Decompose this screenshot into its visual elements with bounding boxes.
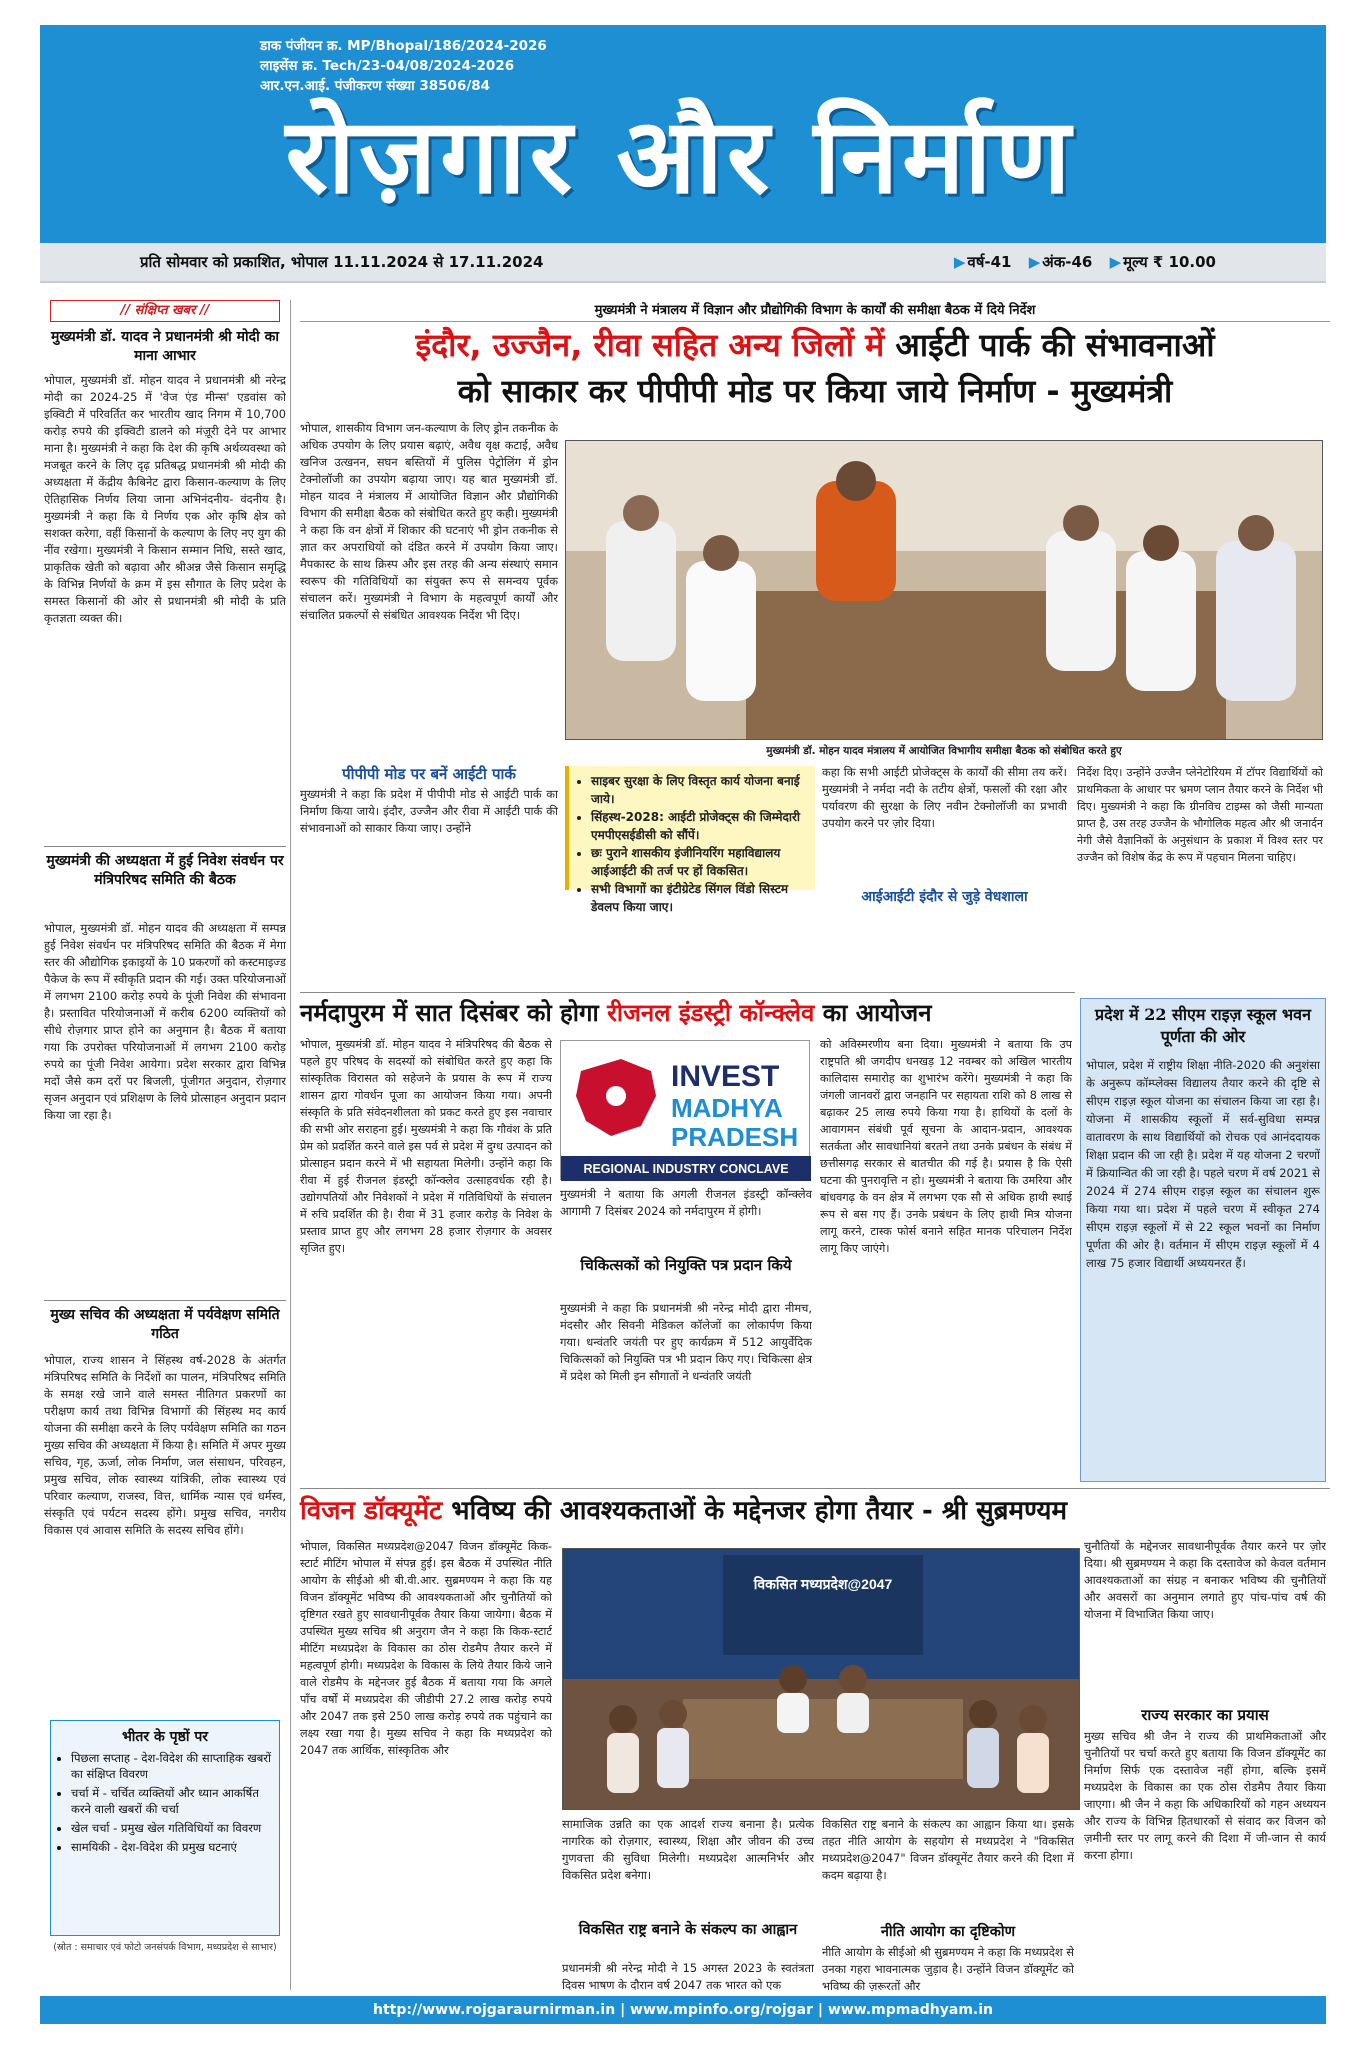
narmada-subhead-doctors: चिकित्सकों को नियुक्ति पत्र प्रदान किये xyxy=(580,1256,792,1274)
inside-item: • खेल चर्चा - प्रमुख खेल गतिविधियों का विवरण xyxy=(71,1820,271,1836)
narmada-headline: नर्मदापुरम में सात दिसंबर को होगा रीजनल इंडस्ट्री कॉन्क्लेव का आयोजन xyxy=(300,999,932,1027)
sidebar-headline-3: मुख्य सचिव की अध्यक्षता में पर्यवेक्षण समिति गठित xyxy=(50,1307,280,1342)
invest-mp-logo-art xyxy=(561,1041,811,1181)
vision-column-3: विकसित राष्ट्र बनाने के संकल्प का आह्वान किया था। इसके तहत नीति आयोग के सहयोग से मध्यप्रदेश ने "विकसित मध्यप्रदेश@2047" विजन डॉक्यूमेंट तैयार करने की दिशा में कदम बढ़ाया है। xyxy=(822,1817,1074,1882)
vision-headline: विजन डॉक्यूमेंट भविष्य की आवश्यकताओं के मद्देनजर होगा तैयार - श्री सुब्रमण्यम xyxy=(300,1496,1068,1526)
divider xyxy=(44,1300,286,1301)
source-credit: (स्रोत : समाचार एवं फोटो जनसंपर्क विभाग, मध्यप्रदेश से साभार) xyxy=(53,1942,277,1953)
lead-column-1b: मुख्यमंत्री ने कहा कि प्रदेश में पीपीपी मोड से आईटी पार्क का निर्माण किया जाये। इंदौर, उज्जैन और रीवा में आईटी पार्क की संभावनाओं को साकार किया जाए। उन्होंने xyxy=(300,787,558,835)
registration-info: डाक पंजीयन क्र. MP/Bhopal/186/2024-2026 लाइसेंस क्र. Tech/23-04/08/2024-2026 आर.एन.आई. पंजीकरण संख्या 38506/84 xyxy=(260,38,547,94)
vision-meeting-photo xyxy=(562,1548,1080,1810)
inside-pages-heading: भीतर के पृष्ठों पर xyxy=(121,1729,209,1745)
lead-column-1: भोपाल, शासकीय विभाग जन-कल्याण के लिए ड्रोन तकनीक के अधिक उपयोग के लिए प्रयास बढ़ाएं, अवैध वृक्ष कटाई, अवैध खनिज उत्खनन, सघन बस्तियों में पुलिस पेट्रोलिंग में ड्रोन टेक्नोलॉजी का उपयोग बढ़ाया जाए। यह बात मुख्यमंत्री डॉ. मोहन यादव ने मंत्रालय में आयोजित विज्ञान और प्रौद्योगिकी विभाग की समीक्षा बैठक को संबोधित करते हुए कही। मुख्यमंत्री ने कहा कि वन क्षेत्रों में शिकार की घटनाएं भी ड्रोन तकनीक से ज्ञात कर अपराधियों को दंडित करने में उपयोग किया जाए। मैपकास्ट के साथ क्रिस्प और इस तरह की अन्य संस्थाएं समान स्वरूप की गतिविधियों का संयुक्त रूप से समन्वय पूर्वक संचालन करें। मुख्यमंत्री ने विभाग के महत्वपूर्ण कार्यों और संचालित प्रकल्पों से संबंधित आवश्यक निर्देश भी दिए। xyxy=(300,421,558,622)
highlight-item: • छः पुराने शासकीय इंजीनियरिंग महाविद्यालय आईआईटी की तर्ज पर हों विकसित। xyxy=(591,844,807,880)
highlight-item: • सभी विभागों का इंटीग्रेटेड सिंगल विंडो सिस्टम डेवलप किया जाए। xyxy=(591,880,807,916)
lead-headline: इंदौर, उज्जैन, रीवा सहित अन्य जिलों में आईटी पार्क की संभावनाओं को साकार कर पीपीपी मोड पर किया जाये निर्माण - मुख्यमंत्री xyxy=(415,326,1215,410)
invest-mp-logo xyxy=(560,1040,810,1180)
meeting-photo-illustration xyxy=(566,441,1323,740)
vision-subhead-resolve: विकसित राष्ट्र बनाने के संकल्प का आह्वान xyxy=(578,1921,798,1938)
vision-subhead-niti: नीति आयोग का दृष्टिकोण xyxy=(880,1923,1016,1940)
sidebar-story-3: भोपाल, राज्य शासन ने सिंहस्थ वर्ष-2028 के अंतर्गत मंत्रिपरिषद समिति के निर्देशों का पालन, मंत्रिपरिषद समिति के समक्ष रखे जाने वाले समस्त नीतिगत प्रकरणों का परीक्षण कार्य तथा विभिन्न विभागों की सिंहस्थ मद कार्य योजना की समीक्षा करने के लिए पर्यवेक्षण समिति का गठन मुख्य सचिव की अध्यक्षता में किया है। समिति में अपर मुख्य सचिव, गृह, ऊर्जा, लोक निर्माण, जल संसाधन, परिवहन, प्रमुख सचिव, लोक स्वास्थ्य यांत्रिकी, लोक स्वास्थ्य एवं परिवार कल्याण, राजस्व, वित्त, धार्मिक न्यास एवं धर्मस्व, संस्कृति एवं पर्यटन सदस्य होंगे। प्रमुख सचिव, नगरीय विकास एवं आवास समिति के सदस्य सचिव होंगे। xyxy=(44,1353,286,1537)
inside-item: • पिछला सप्ताह - देश-विदेश की साप्ताहिक खबरों का संक्षिप्त विवरण xyxy=(71,1750,271,1782)
divider xyxy=(44,846,286,847)
inside-pages-box xyxy=(50,1720,280,1936)
column-divider xyxy=(290,300,291,1990)
sidebar-headline-1: मुख्यमंत्री डॉ. यादव ने प्रधानमंत्री श्री मोदी का माना आभार xyxy=(51,329,279,364)
vision-column-3b: नीति आयोग के सीईओ श्री सुब्रमण्यम ने कहा कि मध्यप्रदेश से उनका गहरा भावनात्मक जुड़ाव है। उन्होंने विजन डॉक्यूमेंट को भविष्य की ज़रूरतों और xyxy=(822,1945,1074,1993)
photo-banner-text: विकसित मध्यप्रदेश@2047 xyxy=(753,1576,893,1592)
logo-madhya: MADHYA xyxy=(671,1093,783,1123)
footer-links[interactable]: http://www.rojgaraurnirman.in | www.mpinfo.org/rojgar | www.mpmadhyam.in xyxy=(40,1996,1326,2024)
vision-column-4b: मुख्य सचिव श्री जैन ने राज्य की प्राथमिकताओं और चुनौतियों पर चर्चा करते हुए बताया कि विजन डॉक्यूमेंट का निर्माण सिर्फ एक दस्तावेज नहीं होगा, बल्कि इसमें मध्यप्रदेश के विकास का एक ठोस रोडमैप तैयार किया जाएगा। श्री जैन ने कहा कि अधिकारियों को गहन अध्ययन और राज्य के विभिन्न हितधारकों से संवाद कर विजन को ज़मीनी स्तर पर लागू करने की दिशा में जी-जान से कार्य करना होगा। xyxy=(1084,1729,1326,1862)
cm-rise-story: भोपाल, प्रदेश में राष्ट्रीय शिक्षा नीति-2020 की अनुशंसा के अनुरूप कॉम्प्लेक्स विद्यालय तैयार करने की दृष्टि से सीएम राइज़ स्कूल योजना का संचालन किया जा रहा है। योजना में शासकीय स्कूलों में सर्व-सुविधा सम्पन्न वातावरण के साथ विद्यार्थियों को रोचक एवं आनंददायक शिक्षा प्रदान की जा रही है। प्रदेश में यह योजना 2 चरणों में क्रियान्वित की जा रही है। पहले चरण में वर्ष 2021 से 2024 में 274 सीएम राइज़ स्कूल का संचालन शुरू किया गया था। प्रदेश में पहले चरण में स्वीकृत 274 सीएम राइज़ स्कूलों में से 22 स्कूल भवनों का निर्माण पूर्णता की ओर है। वर्तमान में सीएम राइज़ स्कूलों में 4 लाख 75 हजार विद्यार्थी अध्ययनरत हैं। xyxy=(1086,1058,1320,1270)
vision-column-2: सामाजिक उन्नति का एक आदर्श राज्य बनाना है। प्रत्येक नागरिक को रोज़गार, स्वास्थ्य, शिक्षा और जीवन की उच्च गुणवत्ता की सुविधा मिलेगी। मध्यप्रदेश आत्मनिर्भर और विकसित प्रदेश बनेगा। xyxy=(562,1817,814,1882)
publication-date: प्रति सोमवार को प्रकाशित, भोपाल 11.11.2024 से 17.11.2024 xyxy=(140,253,544,271)
logo-pradesh: PRADESH xyxy=(671,1122,799,1152)
sidebar-story-2: भोपाल, मुख्यमंत्री डॉ. मोहन यादव की अध्यक्षता में सम्पन्न हुई निवेश संवर्धन पर मंत्रिपरिषद समिति की बैठक में मेगा स्तर की औद्योगिक इकाइयों के 10 प्रकरणों को कस्टमाइज्ड पैकेज के रूप में स्वीकृति प्रदान की गई। उक्त परियोजनाओं में लगभग 2100 करोड़ रुपये के पूंजी निवेश की संभावना है। प्रस्तावित परियोजनाओं में करीब 6200 व्यक्तियों को सीधे रोज़गार प्राप्त होने का अनुमान है। बैठक में बताया गया कि उपरोक्त परियोजनाओं में लगभग 2100 करोड़ रुपये का पूंजी निवेश आयेगा। प्रदेश सरकार द्वारा विभिन्न मदों जैसे कम दरों पर बिजली, पूंजीगत अनुदान, रोज़गार सृजन अनुदान एवं प्रशिक्षण के लिये प्रोत्साहन अनुदान प्रदान किया जा रहा है। xyxy=(44,921,286,1122)
lead-kicker: मुख्यमंत्री ने मंत्रालय में विज्ञान और प्रौद्योगिकी विभाग के कार्यों की समीक्षा बैठक में दिये निर्देश xyxy=(300,300,1330,322)
meeting-photo xyxy=(565,440,1323,740)
vision-photo-illustration xyxy=(563,1549,1080,1810)
narmada-column-2: मुख्यमंत्री ने बताया कि अगली रीजनल इंडस्ट्री कॉन्क्लेव आगामी 7 दिसंबर 2024 को नर्मदापुरम में होगी। xyxy=(560,1187,812,1218)
lead-subhead-ppp: पीपीपी मोड पर बनें आईटी पार्क xyxy=(342,765,516,783)
lead-column-4: निर्देश दिए। उन्होंने उज्जैन प्लेनेटोरियम में टॉपर विद्यार्थियों को प्राथमिकता के आधार पर भ्रमण प्लान तैयार करने के निर्देश भी दिए। मुख्यमंत्री ने कहा कि ग्रीनविच टाइम्स को जैसी मान्यता प्राप्त है, उस तरह उज्जैन के भौगोलिक महत्व और श्री जनार्दन नेगी जैसे वैज्ञानिकों के अनुसंधान के प्रकाश में विश्व स्तर पर उज्जैन को विशेष केंद्र के रूप में पहचान मिलना चाहिए। xyxy=(1077,766,1323,864)
vision-column-2b: प्रधानमंत्री श्री नरेन्द्र मोदी ने 15 अगस्त 2023 के स्वतंत्रता दिवस भाषण के दौरान वर्ष 2047 तक भारत को एक xyxy=(562,1961,814,1992)
inside-item: • चर्चा में - चर्चित व्यक्तियों और ध्यान आकर्षित करने वाली खबरों की चर्चा xyxy=(71,1785,271,1817)
vision-column-1: भोपाल, विकसित मध्यप्रदेश@2047 विजन डॉक्यूमेंट किक-स्टार्ट मीटिंग भोपाल में संपन्न हुई। इस बैठक में उपस्थित नीति आयोग के सीईओ श्री बी.वी.आर. सुब्रमण्यम ने कहा कि यह विजन डॉक्यूमेंट भविष्य की आवश्यकताओं और चुनौतियों को दृष्टिगत रखते हुए सावधानीपूर्वक तैयार किया जायेगा। बैठक में उपस्थित मुख्य सचिव श्री अनुराग जैन ने कहा कि किक-स्टार्ट मीटिंग मध्यप्रदेश के विकास का ठोस रोडमैप तैयार करने में महत्वपूर्ण होगी। मध्यप्रदेश के विकास के लिये तैयार किये जाने वाले रोडमैप के मद्देनजर हुई बैठक में बताया गया कि अगले पाँच वर्षों में मध्यप्रदेश की जीडीपी 27.2 लाख करोड़ रुपये और 2047 तक इसे 250 लाख करोड़ रुपये तक पहुंचाने का लक्ष्य रखा गया है। मुख्य सचिव ने कहा कि मध्यप्रदेश को 2047 तक आर्थिक, सांस्कृतिक और xyxy=(300,1540,552,1757)
logo-conclave: REGIONAL INDUSTRY CONCLAVE xyxy=(583,1162,789,1176)
narmada-column-1: भोपाल, मुख्यमंत्री डॉ. मोहन यादव ने मंत्रिपरिषद की बैठक से पहले हुए परिषद के सदस्यों को संबोधित करते हुए कहा कि सांस्कृतिक विरासत को सहेजने के प्रयास के रूप में राज्य शासन द्वारा गोवर्धन पूजा का आयोजन किया गया। अपनी संस्कृति के प्रति संवेदनशीलता को प्रकट करते हुए इस नवाचार की सभी ओर सराहना हुई। मुख्यमंत्री ने कहा कि गौवंश के प्रति प्रेम को प्रदर्शित करने वाले इस पर्व से प्रदेश में दुग्ध उत्पादन को प्रोत्साहन प्रदान करने में भी सहायता मिलेगी। उन्होंने कहा कि रीवा में हुई रीजनल इंडस्ट्री कॉन्क्लेव उत्साहवर्धक रही है। उद्योगपतियों और निवेशकों ने प्रदेश में गतिविधियों के संचालन में रुचि प्रदर्शित की है। रीवा में 31 हजार करोड़ के निवेश के प्रस्ताव प्राप्त हुए और लगभग 28 हजार रोज़गार के अवसर सृजित हुए। xyxy=(300,1038,552,1255)
narmada-column-2b: मुख्यमंत्री ने कहा कि प्रधानमंत्री श्री नरेन्द्र मोदी द्वारा नीमच, मंदसौर और सिवनी मेडिकल कॉलेजों का लोकार्पण किया गया। धन्वंतरि जयंती पर हुए कार्यक्रम में 512 आयुर्वेदिक चिकित्सकों को नियुक्ति पत्र भी प्रदान किए गए। चिकित्सा क्षेत्र में प्रदेश को मिली इन सौगातों ने धन्वंतरि जयंती xyxy=(560,1301,812,1383)
vision-subhead-state: राज्य सरकार का प्रयास xyxy=(1141,1706,1269,1724)
divider xyxy=(300,992,1075,993)
highlight-item: • सिंहस्थ-2028: आईटी प्रोजेक्ट्स की जिम्मेदारी एमपीएसईडीसी को सौंपें। xyxy=(591,808,807,844)
narmada-column-3: को अविस्मरणीय बना दिया। मुख्यमंत्री ने बताया कि उप राष्ट्रपति श्री जगदीप धनखड़ 12 नवम्बर को अखिल भारतीय कालिदास समारोह का शुभारंभ करेंगे। मुख्यमंत्री ने कहा कि जंगली जानवरों द्वारा जनहानि पर सहायता राशि को 8 लाख से बढ़ाकर 25 लाख रुपये किया गया है। हाथियों के दलों के आवागमन संबंधी पूर्व सूचना के आदान-प्रदान, आवश्यक सतर्कता और सावधानियां बरतने तथा उनके प्रबंधन के संबंध में छत्तीसगढ़ सरकार से बातचीत की गई है। प्रयास है कि ऐसी घटना की पुनरावृत्ति न हो। मुख्यमंत्री ने बताया कि उमरिया और बांधवगढ़ के वन क्षेत्र में लगभग एक सौ से अधिक हाथी स्थाई रूप से बस गए हैं। उनके प्रबंधन के लिए हाथी मित्र योजना लागू करने, टास्क फोर्स बनाने सहित मानक परिचालन निर्देश लागू किए जाएंगे। xyxy=(820,1038,1072,1255)
logo-invest: INVEST xyxy=(671,1060,780,1093)
meeting-photo-caption: मुख्यमंत्री डॉ. मोहन यादव मंत्रालय में आयोजित विभागीय समीक्षा बैठक को संबोधित करते हुए xyxy=(766,745,1122,757)
sidebar-headline-2: मुख्यमंत्री की अध्यक्षता में हुई निवेश संवर्धन पर मंत्रिपरिषद समिति की बैठक xyxy=(46,853,284,888)
lead-column-3: कहा कि सभी आईटी प्रोजेक्ट्स के कार्यों की सीमा तय करें। मुख्यमंत्री ने नर्मदा नदी के तटीय क्षेत्रों, फसलों की रक्षा और पर्यावरण की सुरक्षा के लिए नवीन टेक्नोलॉजी का प्रभावी उपयोग करने पर ज़ोर दिया। xyxy=(822,765,1067,830)
vision-column-4: चुनौतियों के मद्देनजर सावधानीपूर्वक तैयार करने पर ज़ोर दिया। श्री सुब्रमण्यम ने कहा कि दस्तावेज को केवल वर्तमान आवश्यकताओं का संग्रह न बनाकर भविष्य की चुनौतियों और अवसरों का अनुमान लगाते हुए पांच-पांच वर्ष की योजना में विभाजित किया जाए। xyxy=(1084,1539,1326,1621)
divider xyxy=(300,1488,1330,1489)
lead-highlights xyxy=(565,766,815,914)
brief-news-tag: // संक्षिप्त खबर // xyxy=(50,300,280,322)
dateline xyxy=(40,243,1326,283)
lead-subhead-iit: आईआईटी इंदौर से जुड़े वेधशाला xyxy=(861,889,1028,905)
sidebar-story-1: भोपाल, मुख्यमंत्री डॉ. मोहन यादव ने प्रधानमंत्री श्री नरेन्द्र मोदी का 2024-25 में 'वेज एंड मीन्स' एडवांस को इक्विटी में परिवर्तित कर भारतीय खाद निगम में 10,700 करोड़ रुपये की इक्विटी डालने को मंज़ूरी देने पर आभार माना है। मुख्यमंत्री ने कहा कि देश की कृषि अर्थव्यवस्था को मजबूत करने के लिए दृढ़ प्रतिबद्ध प्रधानमंत्री श्री मोदी की अध्यक्षता में केंद्रीय कैबिनेट द्वारा किसान-कल्याण के लिए ऐतिहासिक निर्णय लिया जाना अभिनंदनीय- वंदनीय है। मुख्यमंत्री ने कहा कि ये निर्णय एक ओर कृषि क्षेत्र को सशक्त करेगा, वहीं किसानों के कल्याण के लिए नए युग की नींव रखेगा। मुख्यमंत्री ने किसान सम्मान निधि, सस्ते खाद, प्राकृतिक खेती को बढ़ावा और श्रीअन्न जैसे किसान समृद्धि के विभिन्न निर्णयों के क्रम में इस सौगात के लिए प्रदेश के समस्त किसानों की ओर से प्रधानमंत्री श्री मोदी के प्रति कृतज्ञता व्यक्त की। xyxy=(44,373,286,625)
newspaper-title: रोज़गार और निर्माण xyxy=(285,95,1075,217)
issue-info: ▶ वर्ष-41 ▶ अंक-46 ▶ मूल्य ₹ 10.00 xyxy=(953,253,1216,271)
cm-rise-headline: प्रदेश में 22 सीएम राइज़ स्कूल भवन पूर्णता की ओर xyxy=(1095,1005,1311,1046)
inside-item: • सामयिकी - देश-विदेश की प्रमुख घटनाएं xyxy=(71,1839,271,1855)
highlight-item: • साइबर सुरक्षा के लिए विस्तृत कार्य योजना बनाई जाये। xyxy=(591,772,807,808)
